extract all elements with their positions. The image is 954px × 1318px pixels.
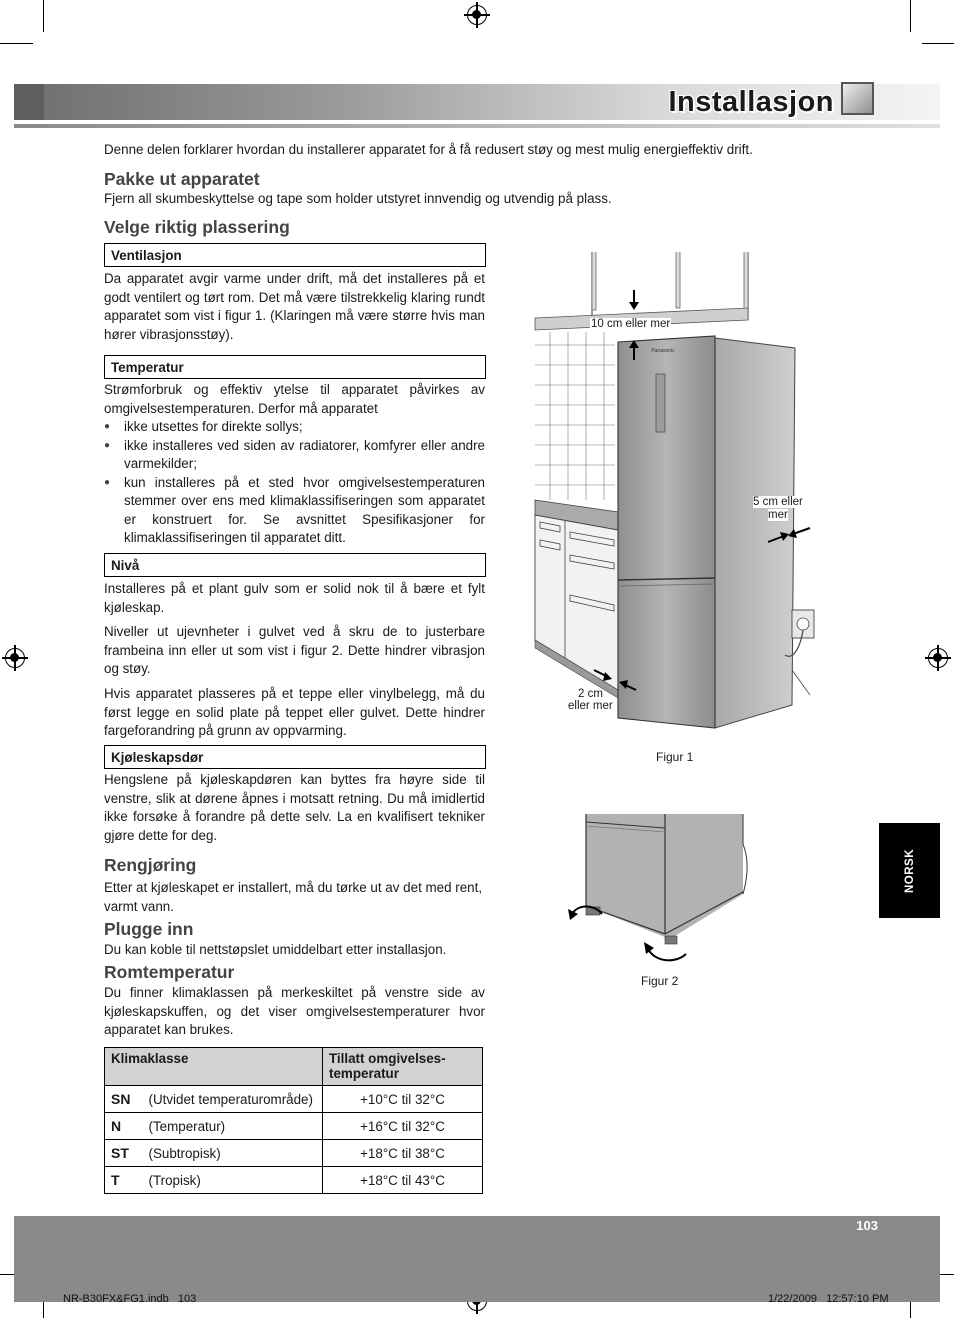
heading-unpack: Pakke ut apparatet	[104, 169, 260, 189]
temperature-text: Strømforbruk og effektiv ytelse til apparatet påvirkes av omgivelsestemperaturen. Derfor må apparatet	[104, 382, 485, 416]
figure-2-caption: Figur 2	[641, 974, 679, 988]
cleaning-text: Etter at kjøleskapet er installert, må du tørke ut av det med rent, varmt vann.	[104, 880, 483, 914]
fridge-brand-label: Panasonic	[651, 348, 675, 354]
temperature-bullet-list	[104, 418, 485, 548]
level-text-3: Hvis apparatet plasseres på et teppe eller vinylbelegg, må du først legge en solid plate på teppet eller gulvet. Dette hindrer fargeforandring på grunn av oppvarming.	[104, 686, 485, 738]
climate-code: N	[105, 1113, 143, 1140]
room-temperature-text: Du finner klimaklassen på merkeskiltet på venstre side av kjøleskapskuffen, og det viser omgivelsestemperaturer hvor apparatet kan brukes.	[104, 985, 485, 1037]
figure-2-illustration	[560, 814, 760, 964]
print-slug-date: 1/22/2009 12:57:10 PM	[768, 1293, 889, 1305]
figure-1-top-clearance: 10 cm eller mer	[591, 318, 671, 330]
subhead-ventilation: Ventilasjon	[104, 243, 486, 267]
climate-description: (Utvidet temperaturområde)	[143, 1086, 323, 1113]
figure-1-illustration	[530, 250, 830, 740]
header-rule	[14, 124, 940, 128]
figure-1-side-clearance-2: mer	[768, 509, 788, 521]
figure-1-bottom-clearance-1: 2 cm	[578, 688, 603, 700]
registration-mark-icon	[5, 648, 25, 668]
level-text-1: Installeres på et plant gulv som er solid nok til å bære et fylt kjøleskap.	[104, 581, 485, 615]
heading-placement: Velge riktig plassering	[104, 217, 290, 237]
print-slug-file: NR-B30FX&FG1.indb 103	[63, 1293, 197, 1305]
crop-mark	[910, 0, 911, 32]
subhead-level: Nivå	[104, 553, 486, 577]
climate-range: +10°C til 32°C	[323, 1086, 483, 1113]
registration-mark-icon	[467, 5, 487, 25]
crop-mark	[0, 43, 33, 44]
footer-band	[14, 1216, 940, 1302]
crop-mark	[43, 0, 44, 32]
climate-code: ST	[105, 1140, 143, 1167]
figure-1-caption: Figur 1	[656, 750, 694, 764]
plug-text: Du kan koble til nettstøpslet umiddelbart etter installasjon.	[104, 942, 447, 957]
registration-mark-icon	[928, 648, 948, 668]
language-tab	[879, 823, 940, 918]
door-text: Hengslene på kjøleskapdøren kan byttes fra høyre side til venstre, slik at dørene åpnes i motsatt retning. Du må imidlertid ikke forsøke å forandre på dette selv. La en kvalifisert tekniker gjøre dette for deg.	[104, 772, 485, 843]
table-row	[105, 1167, 483, 1194]
table-header-row	[105, 1048, 483, 1086]
level-text-2: Niveller ut ujevnheter i gulvet ved å skru de to justerbare frambeina inn eller ut som vist i figur 2. Dette hindrer vibrasjon og støy.	[104, 624, 485, 676]
table-header-class: Klimaklasse	[105, 1048, 323, 1086]
ventilation-text: Da apparatet avgir varme under drift, må det installeres på et godt ventilert og tørt rom. Det må være tilstrekkelig klaring rundt apparatet som vist i figur 1. (Klaringen må være større hvis man hører vibrasjonsstøy).	[104, 271, 485, 342]
list-item: ● kun installeres på et sted hvor omgivelsestemperaturen stemmer over ens med klimaklassifiseringen som apparatet er konstruert for. Se avsnittet Spesifikasjoner for klimaklassifiseringen til apparatet ditt.	[104, 474, 485, 548]
climate-description: (Tropisk)	[143, 1167, 323, 1194]
climate-code: SN	[105, 1086, 143, 1113]
climate-description: (Temperatur)	[143, 1113, 323, 1140]
language-tab-label: NORSK	[903, 848, 916, 893]
table-row	[105, 1140, 483, 1167]
table-row	[105, 1113, 483, 1140]
heading-room-temperature: Romtemperatur	[104, 962, 235, 982]
table-row	[105, 1086, 483, 1113]
figure-1-bottom-clearance-2: eller mer	[568, 700, 613, 712]
climate-class-table	[104, 1047, 483, 1194]
climate-range: +18°C til 38°C	[323, 1140, 483, 1167]
figure-1-side-clearance-1: 5 cm eller	[753, 496, 803, 508]
table-header-temperature: Tillatt omgivelses-temperatur	[323, 1048, 483, 1086]
climate-description: (Subtropisk)	[143, 1140, 323, 1167]
page-number: 103	[856, 1218, 878, 1233]
title-square-icon	[841, 82, 874, 115]
subhead-temperature: Temperatur	[104, 355, 486, 379]
unpack-text: Fjern all skumbeskyttelse og tape som holder utstyret innvendig og utvendig på plass.	[104, 191, 612, 206]
crop-mark	[922, 43, 954, 44]
page-title: Installasjon	[668, 86, 834, 118]
heading-cleaning: Rengjøring	[104, 855, 197, 875]
intro-text: Denne delen forklarer hvordan du installerer apparatet for å få redusert støy og mest mulig energieffektiv drift.	[104, 142, 753, 157]
list-item: ● ikke installeres ved siden av radiatorer, komfyrer eller andre varmekilder;	[104, 437, 485, 474]
list-item: ● ikke utsettes for direkte sollys;	[104, 418, 485, 437]
climate-range: +16°C til 32°C	[323, 1113, 483, 1140]
subhead-door: Kjøleskapsdør	[104, 745, 486, 769]
climate-range: +18°C til 43°C	[323, 1167, 483, 1194]
heading-plug: Plugge inn	[104, 919, 194, 939]
climate-code: T	[105, 1167, 143, 1194]
